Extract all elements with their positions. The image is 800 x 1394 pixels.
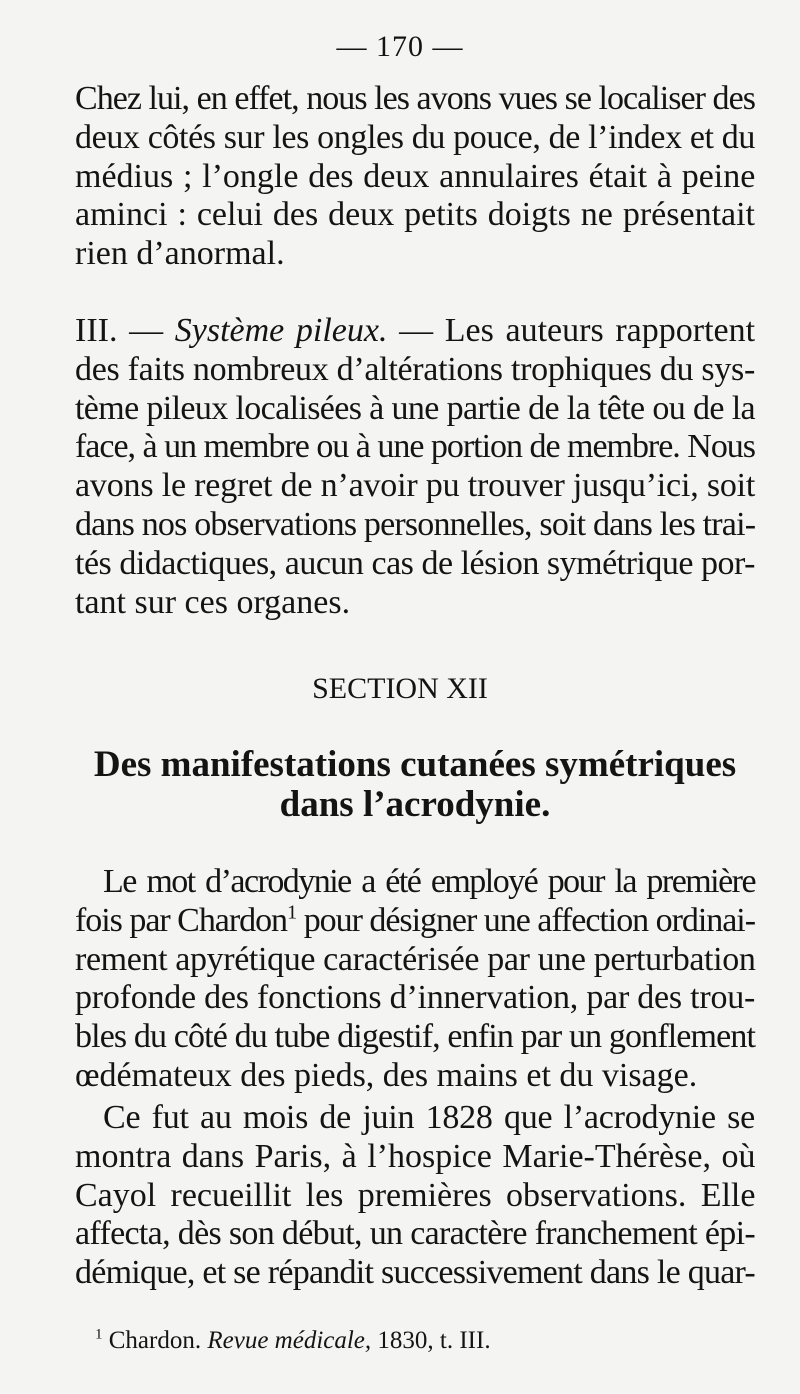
- text-line: deux côtés sur les ongles du pouce, de l’index et du: [75, 118, 755, 156]
- text-line: œdémateux des pieds, des mains et du visage.: [75, 1056, 698, 1094]
- text-line: Le mot d’acrodynie a été employé pour la première: [103, 863, 755, 900]
- paragraph-hair-system: [75, 312, 755, 622]
- text-line: profonde des fonctions d’innervation, par des trou-: [75, 979, 756, 1017]
- footnote-details: 1830, t. III.: [371, 1327, 491, 1354]
- paragraph-acrodynia-history: [75, 1099, 755, 1293]
- footnote-mark: 1: [95, 1326, 103, 1343]
- text-line: avons le regret de n’avoir pu trouver jusqu’ici, soit: [75, 467, 756, 505]
- text-line: affecta, dès son début, un caractère franchement épi-: [75, 1215, 755, 1253]
- text-line: Ce fut au mois de juin 1828 que l’acrodynie se: [103, 1099, 755, 1136]
- text-fragment: pour désigner une affection ordinai-: [296, 901, 755, 939]
- text-fragment: fois par Chardon: [75, 901, 288, 939]
- text-line: bles du côté du tube digestif, enfin par un gonflement: [75, 1018, 756, 1056]
- footnote-reference: 1: [287, 901, 297, 924]
- chapter-heading: [70, 745, 760, 825]
- text-line: médius ; l’ongle des deux annulaires était à peine: [75, 157, 756, 195]
- text-line: tant sur ces organes.: [75, 583, 351, 621]
- footnote-author: Chardon.: [102, 1327, 208, 1354]
- text-fragment: — Les auteurs rapportent: [387, 312, 756, 349]
- text-line: des faits nombreux d’altérations trophiques du sys-: [75, 350, 755, 388]
- subsection-title: Système pileux.: [174, 312, 388, 349]
- text-line: [75, 312, 755, 351]
- text-line: Chez lui, en effet, nous les avons vues se localiser des: [75, 80, 755, 117]
- footnote-journal: Revue médicale,: [207, 1327, 372, 1354]
- text-line: [75, 902, 755, 941]
- text-line: tés didactiques, aucun cas de lésion symétrique por-: [75, 544, 755, 582]
- page-number: — 170 —: [336, 30, 464, 63]
- text-line: aminci : celui des deux petits doigts ne présentait: [75, 196, 755, 234]
- heading-line: dans l’acrodynie.: [279, 784, 551, 825]
- section-numeral: III. —: [75, 312, 175, 349]
- text-line: tème pileux localisées à une partie de la tête ou de la: [75, 389, 755, 427]
- heading-line: Des manifestations cutanées symétriques: [93, 744, 737, 785]
- text-line: Cayol recueillit les premières observations. Elle: [75, 1176, 756, 1214]
- text-line: face, à un membre ou à une portion de membre. Nous: [75, 428, 755, 466]
- text-line: montra dans Paris, à l’hospice Marie-Thérèse, où: [75, 1137, 756, 1175]
- footnote: [95, 1327, 491, 1355]
- paragraph-nails: [75, 80, 755, 274]
- text-line: dans nos observations personnelles, soit dans les trai-: [75, 505, 756, 543]
- text-line: rement apyrétique caractérisée par une perturbation: [75, 940, 756, 978]
- text-line: rien d’anormal.: [75, 235, 285, 273]
- section-label: SECTION XII: [312, 672, 488, 705]
- paragraph-acrodynia-definition: [75, 863, 755, 1096]
- text-line: démique, et se répandit successivement dans le quar-: [75, 1254, 755, 1292]
